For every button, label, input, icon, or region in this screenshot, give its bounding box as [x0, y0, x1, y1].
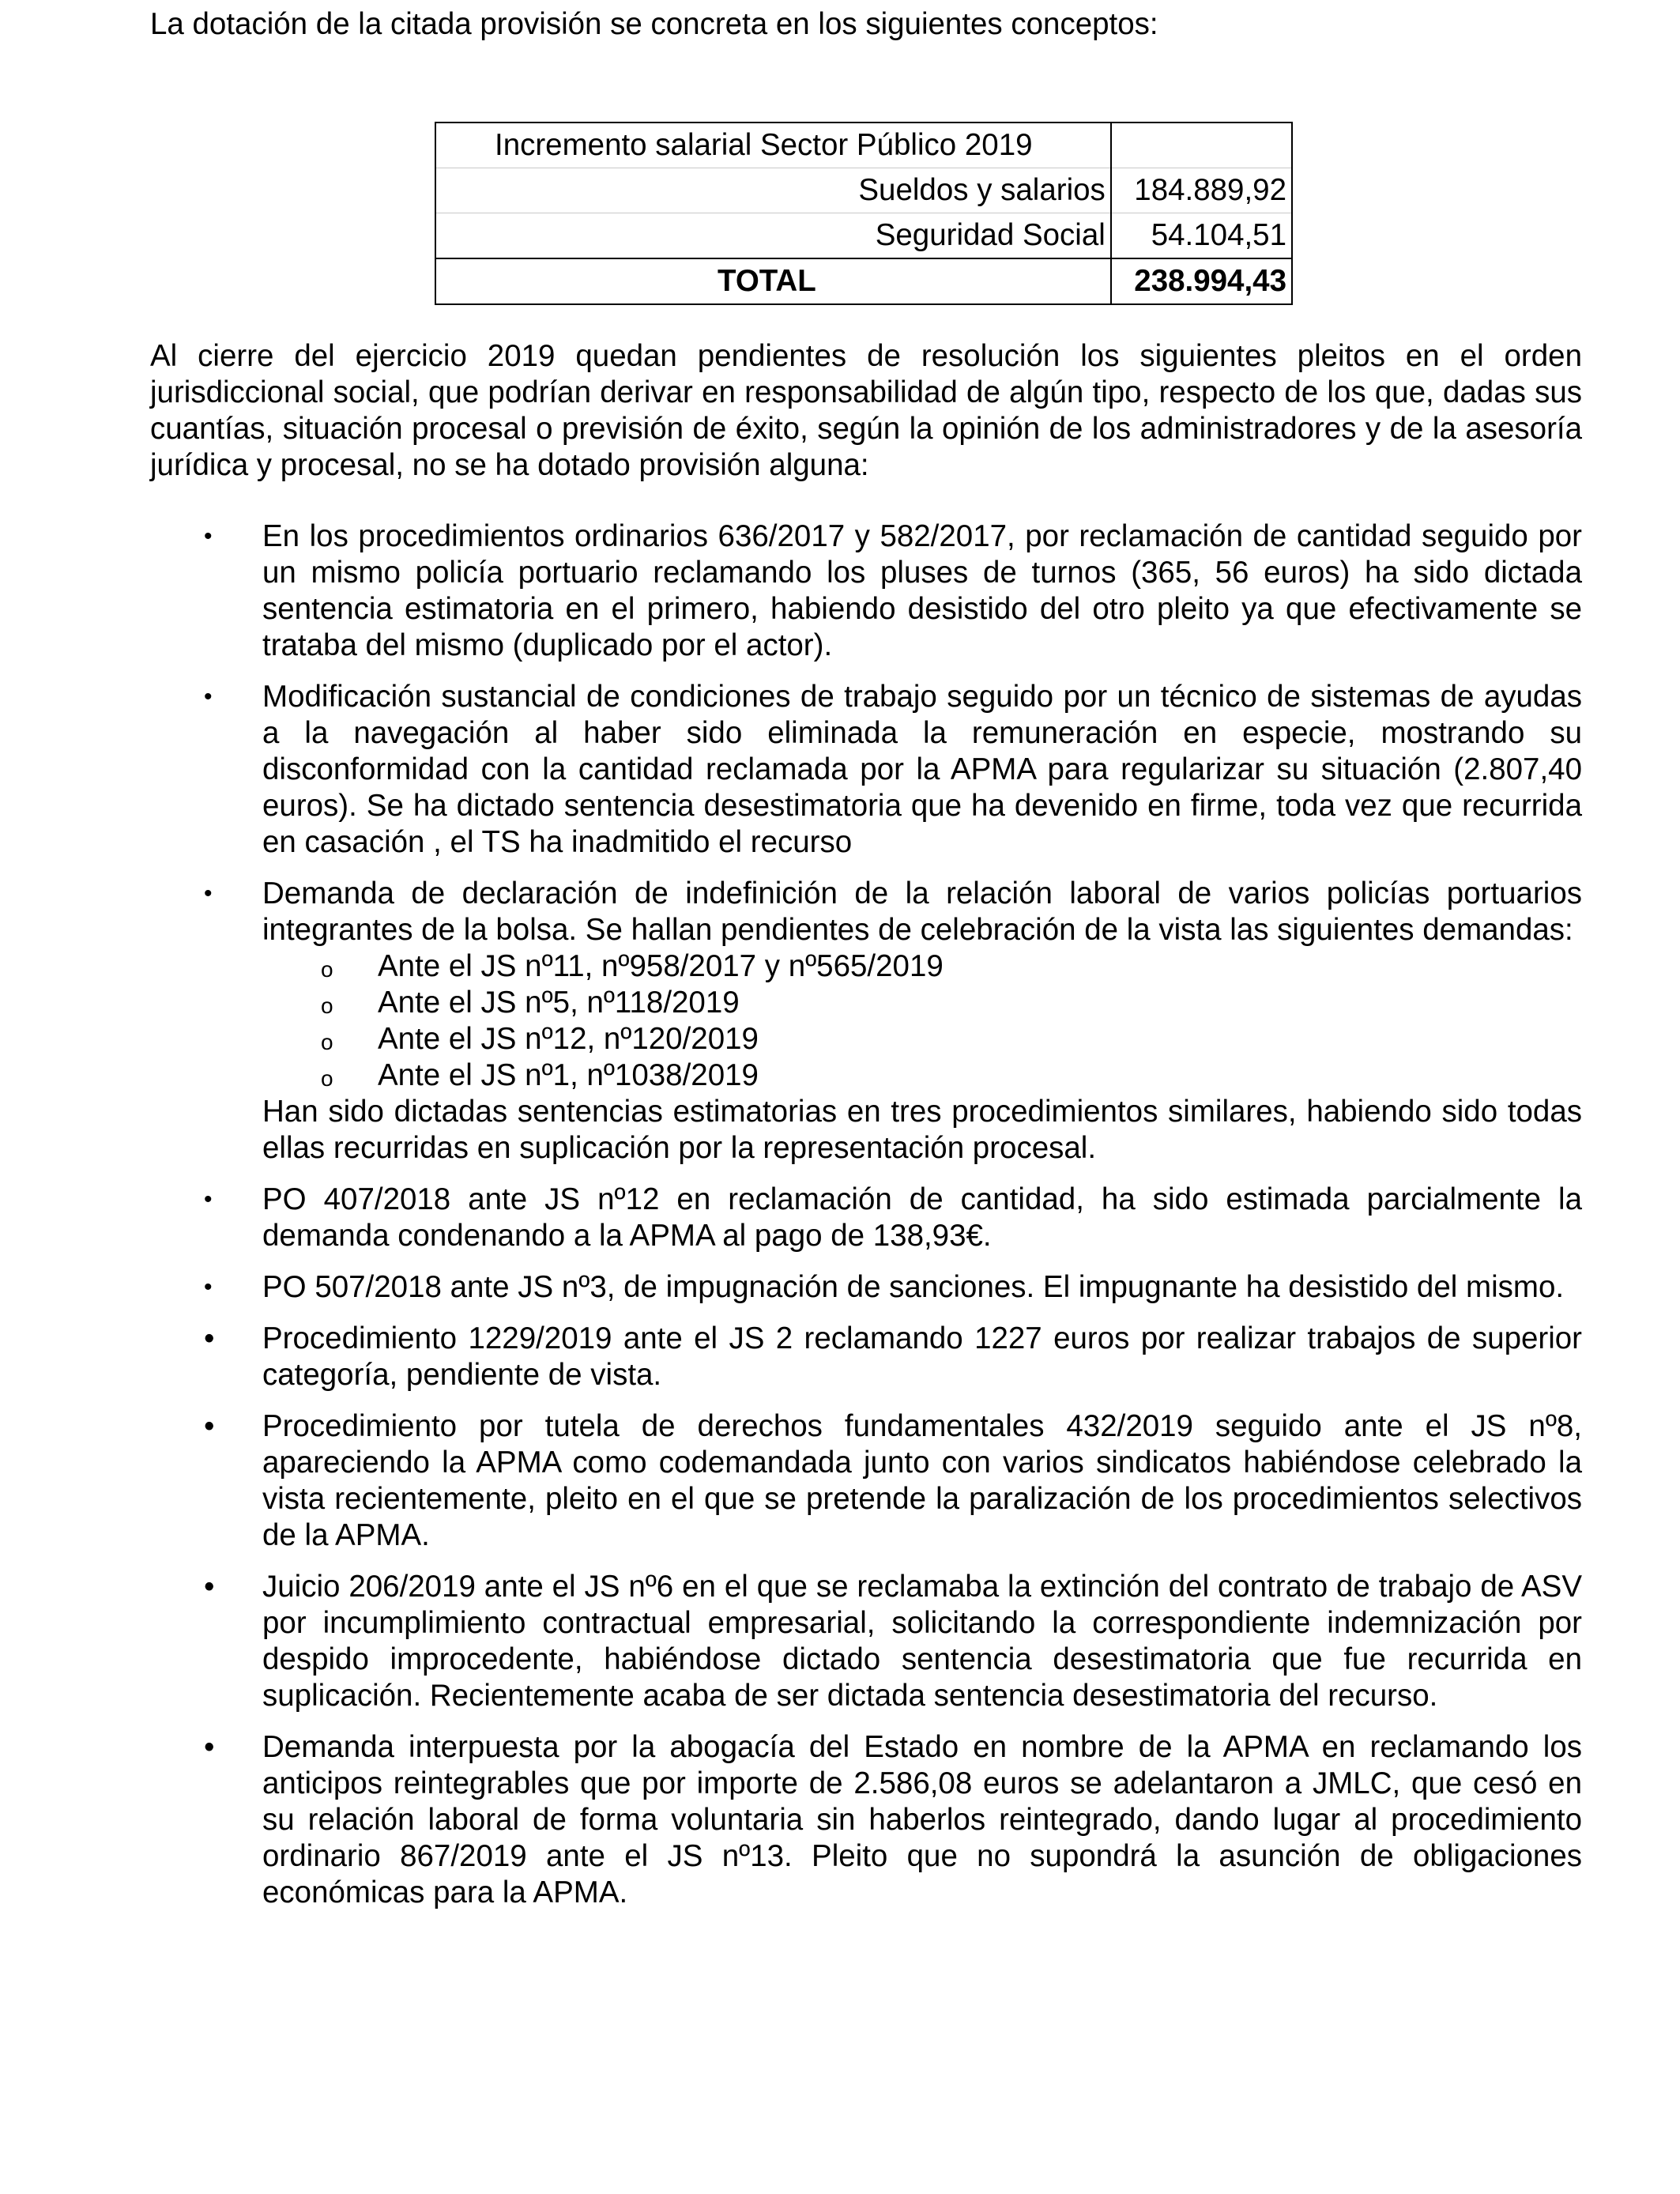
sublist-item-text: Ante el JS nº11, nº958/2017 y nº565/2019	[378, 949, 944, 983]
list-item	[0, 518, 1680, 664]
list-item-text: PO 407/2018 ante JS nº12 en reclamación de cantidad, ha sido estimada parcialmente la demanda condenando a la APMA al pago de 138,93€.	[262, 1182, 1582, 1253]
table-header-row	[435, 123, 1292, 168]
sub-bullet-icon: o	[321, 1066, 333, 1091]
provision-table	[435, 122, 1293, 305]
table-row-value: 184.889,92	[1111, 168, 1292, 213]
sublist-item	[321, 985, 1680, 1021]
table-row-value: 54.104,51	[1111, 213, 1292, 259]
court-sublist	[262, 948, 1680, 1094]
bullet-icon: •	[204, 1321, 215, 1355]
sub-bullet-icon: o	[321, 1030, 333, 1054]
table-total-value: 238.994,43	[1111, 258, 1292, 304]
table-total-label: TOTAL	[435, 258, 1111, 304]
table-total-row	[435, 258, 1292, 304]
list-item-text: Demanda interpuesta por la abogacía del Estado en nombre de la APMA en reclamando los anticipos reintegrables que por importe de 2.586,08 euros se adelantaron a JMLC, que cesó en su relación laboral de forma voluntaria sin haberlos reintegrado, dando lugar al procedimiento ordinario 867/2019 ante el JS nº13. Pleito que no supondrá la asunción de obligaciones económicas para la APMA.	[262, 1730, 1582, 1909]
body-paragraph: Al cierre del ejercicio 2019 quedan pendientes de resolución los siguientes pleitos en el orden jurisdiccional social, que podrían derivar en responsabilidad de algún tipo, respecto de los que, dadas sus cuantías, situación procesal o previsión de éxito, según la opinión de los administradores y de la asesoría jurídica y procesal, no se ha dotado provisión alguna:	[150, 339, 1582, 482]
bullet-icon: •	[204, 684, 213, 710]
table-row-label: Sueldos y salarios	[435, 168, 1111, 213]
sublist-item	[321, 948, 1680, 985]
sublist-item-text: Ante el JS nº12, nº120/2019	[378, 1022, 759, 1056]
sublist-item	[321, 1057, 1680, 1094]
list-item	[0, 679, 1680, 861]
list-item-text: Procedimiento por tutela de derechos fundamentales 432/2019 seguido ante el JS nº8, apareciendo la APMA como codemandada junto con varios sindicatos habiéndose celebrado la vista recientemente, pleito en el que se pretende la paralización de los procedimientos selectivos de la APMA.	[262, 1409, 1582, 1552]
list-item-text: Demanda de declaración de indefinición de la relación laboral de varios policías portuarios integrantes de la bolsa. Se hallan pendientes de celebración de la vista las siguientes demandas:	[262, 876, 1582, 947]
list-item-text: Modificación sustancial de condiciones de trabajo seguido por un técnico de sistemas de ayudas a la navegación al haber sido eliminada la remuneración en especie, mostrando su disconformidad con la cantidad reclamada por la APMA para regularizar su situación (2.807,40 euros). Se ha dictado sentencia desestimatoria que ha devenido en firme, toda vez que recurrida en casación , el TS ha inadmitido el recurso	[262, 680, 1582, 859]
table-header-cell: Incremento salarial Sector Público 2019	[435, 123, 1111, 168]
bullet-icon: •	[204, 523, 213, 549]
list-item	[0, 1569, 1680, 1714]
list-item-text: Procedimiento 1229/2019 ante el JS 2 reclamando 1227 euros por realizar trabajos de superior categoría, pendiente de vista.	[262, 1321, 1582, 1392]
table-row	[435, 168, 1292, 213]
list-item	[0, 1408, 1680, 1554]
list-item-followup-text: Han sido dictadas sentencias estimatorias en tres procedimientos similares, habiendo sido todas ellas recurridas en suplicación por la representación procesal.	[262, 1095, 1582, 1165]
bullet-icon: •	[204, 1730, 215, 1764]
list-item-text: Juicio 206/2019 ante el JS nº6 en el que se reclamaba la extinción del contrato de trabajo de ASV por incumplimiento contractual empresarial, solicitando la correspondiente indemnización por despido improcedente, habiéndose dictado sentencia desestimatoria que fue recurrida en suplicación. Recientemente acaba de ser dictada sentencia desestimatoria del recurso.	[262, 1570, 1582, 1713]
list-item	[0, 1321, 1680, 1393]
sublist-item-text: Ante el JS nº5, nº118/2019	[378, 986, 740, 1020]
sublist-item-text: Ante el JS nº1, nº1038/2019	[378, 1058, 759, 1092]
sublist-item	[321, 1021, 1680, 1057]
bullet-icon: •	[204, 1274, 213, 1300]
table-row-label: Seguridad Social	[435, 213, 1111, 259]
list-item	[0, 1269, 1680, 1306]
intro-text: La dotación de la citada provisión se concreta en los siguientes conceptos:	[150, 7, 1158, 41]
table-row	[435, 213, 1292, 259]
sub-bullet-icon: o	[321, 957, 333, 982]
list-item	[0, 1729, 1680, 1911]
lawsuit-list	[0, 518, 1680, 1926]
list-item-text: En los procedimientos ordinarios 636/2017 y 582/2017, por reclamación de cantidad seguido por un mismo policía portuario reclamando los pluses de turnos (365, 56 euros) ha sido dictada sentencia estimatoria en el primero, habiendo desistido del otro pleito ya que efectivamente se trataba del mismo (duplicado por el actor).	[262, 519, 1582, 662]
list-item	[0, 876, 1680, 1167]
sub-bullet-icon: o	[321, 993, 333, 1018]
table-header-empty-cell	[1111, 123, 1292, 168]
bullet-icon: •	[204, 1409, 215, 1443]
list-item-text: PO 507/2018 ante JS nº3, de impugnación de sanciones. El impugnante ha desistido del mismo.	[262, 1270, 1565, 1304]
bullet-icon: •	[204, 1570, 215, 1604]
list-item	[0, 1182, 1680, 1254]
bullet-icon: •	[204, 880, 213, 907]
bullet-icon: •	[204, 1186, 213, 1212]
